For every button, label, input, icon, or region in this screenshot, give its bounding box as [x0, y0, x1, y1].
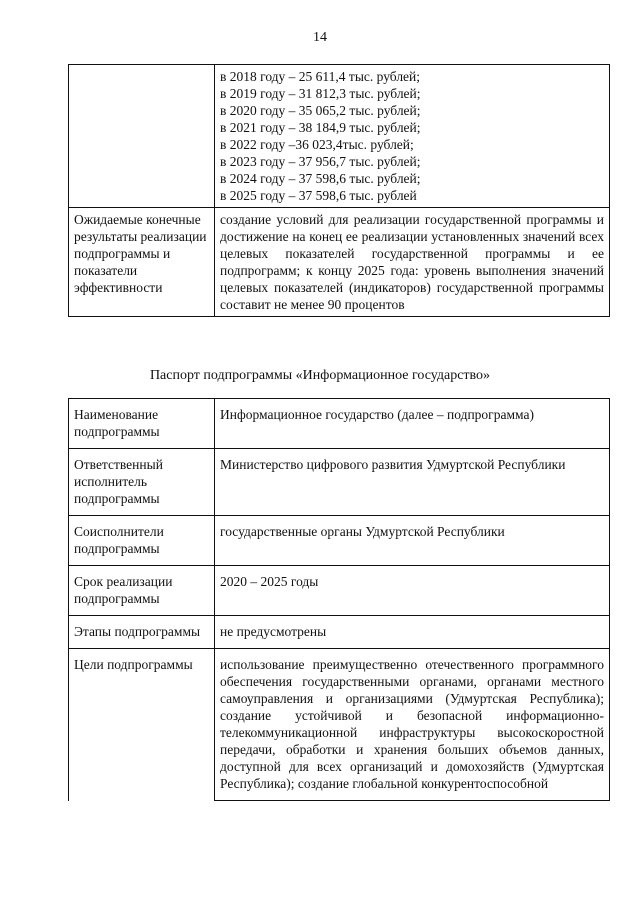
table-row [69, 399, 610, 449]
table-row [69, 649, 610, 801]
row-value-term: 2020 – 2025 годы [215, 566, 610, 616]
row-value-name: Информационное государство (далее – подпрограмма) [215, 399, 610, 449]
funding-year-line: в 2018 году – 25 611,4 тыс. рублей; [220, 69, 421, 84]
funding-year-line: в 2024 году – 37 598,6 тыс. рублей; [220, 171, 421, 186]
row-label-executor: Ответственный исполнитель подпрограммы [69, 449, 215, 516]
row-label-term: Срок реализации подпрограммы [69, 566, 215, 616]
results-label: Ожидаемые конечные результаты реализации подпрограммы и показатели эффективности [69, 208, 215, 317]
funding-year-line: в 2021 году – 38 184,9 тыс. рублей; [220, 120, 421, 135]
passport-title: Паспорт подпрограммы «Информационное государство» [149, 368, 491, 383]
funding-year-line: в 2020 году – 35 065,2 тыс. рублей; [220, 103, 421, 118]
table-row [69, 566, 610, 616]
funding-year-line: в 2023 году – 37 956,7 тыс. рублей; [220, 154, 421, 169]
table-row [69, 208, 610, 317]
row-label-goals: Цели подпрограммы [69, 649, 215, 801]
funding-table [68, 64, 610, 317]
table-row [69, 516, 610, 566]
table-row [69, 616, 610, 649]
funding-years-cell [215, 65, 610, 208]
funding-year-line: в 2019 году – 31 812,3 тыс. рублей; [220, 86, 421, 101]
row-label-coexecutors: Соисполнители подпрограммы [69, 516, 215, 566]
row-value-coexecutors: государственные органы Удмуртской Республики [215, 516, 610, 566]
page-number: 14 [313, 30, 327, 45]
row-value-executor: Министерство цифрового развития Удмуртской Республики [215, 449, 610, 516]
row-label-stages: Этапы подпрограммы [69, 616, 215, 649]
table-row [69, 449, 610, 516]
row-value-goals: использование преимущественно отечественного программного обеспечения государственными органами, органами местного самоуправления и организациями (Удмуртская Республика); создание устойчивой и безопасной информационно-телекоммуникационной инфраструктуры высокоскоростной передачи, обработки и хранения больших объемов данных, доступной для всех организаций и домохозяйств (Удмуртская Республика); создание глобальной конкурентоспособной [215, 649, 610, 801]
funding-year-line: в 2025 году – 37 598,6 тыс. рублей [220, 188, 417, 203]
empty-label-cell [69, 65, 215, 208]
table-row [69, 65, 610, 208]
row-label-name: Наименование подпрограммы [69, 399, 215, 449]
row-value-stages: не предусмотрены [215, 616, 610, 649]
funding-year-line: в 2022 году –36 023,4тыс. рублей; [220, 137, 414, 152]
passport-table [68, 398, 610, 801]
results-text: создание условий для реализации государственной программы и достижение на конец ее реализации установленных значений всех целевых показателей государственной программы и ее подпрограмм; к концу 2025 года: уровень выполнения значений целевых показателей (индикаторов) государственной программы составит не менее 90 процентов [215, 208, 610, 317]
